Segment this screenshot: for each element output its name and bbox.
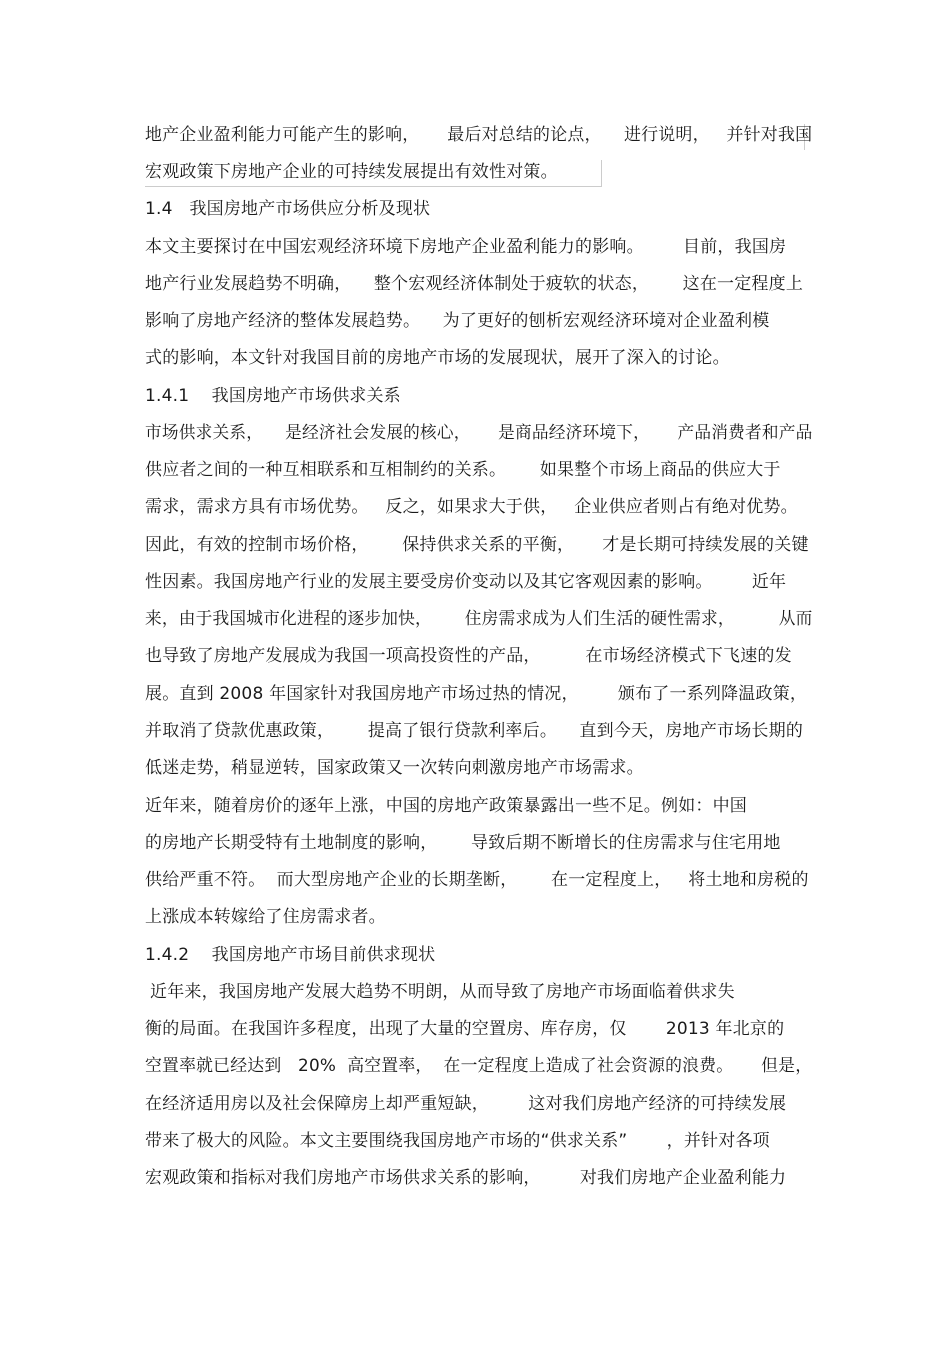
text-line-20: 的房地产长期受特有土地制度的影响， 导致后期不断增长的住房需求与住宅用地: [145, 833, 781, 853]
section-heading-1-4: 1.4 我国房地产市场供应分析及现状: [145, 199, 431, 219]
text-line-29: 宏观政策和指标对我们房地产市场供求关系的影响， 对我们房地产企业盈利能力: [145, 1168, 787, 1188]
text-line-7: 式的影响，本文针对我国目前的房地产市场的发展现状，展开了深入的讨论。: [145, 348, 730, 368]
text-line-4: 本文主要探讨在中国宏观经济环境下房地产企业盈利能力的影响。 目前，我国房: [145, 237, 787, 257]
section-heading-1-4-1: 1.4.1 我国房地产市场供求关系: [145, 386, 401, 406]
text-line-5: 地产行业发展趋势不明确， 整个宏观经济体制处于疲软的状态， 这在一定程度上: [145, 274, 804, 294]
text-line-17: 并取消了贷款优惠政策， 提高了银行贷款利率后。 直到今天，房地产市场长期的: [145, 721, 804, 741]
table-border-bottom: [145, 186, 602, 187]
section-heading-1-4-2: 1.4.2 我国房地产市场目前供求现状: [145, 945, 436, 965]
text-line-28: 带来了极大的风险。本文主要围绕我国房地产市场的“供求关系” ，并针对各项: [145, 1131, 770, 1151]
text-line-27: 在经济适用房以及社会保障房上却严重短缺， 这对我们房地产经济的可持续发展: [145, 1094, 787, 1114]
text-line-24: 近年来，我国房地产发展大趋势不明朗，从而导致了房地产市场面临着供求失: [150, 982, 735, 1002]
text-line-2: 宏观政策下房地产企业的可持续发展提出有效性对策。: [145, 162, 558, 182]
text-line-9: 市场供求关系， 是经济社会发展的核心， 是商品经济环境下， 产品消费者和产品: [145, 423, 813, 443]
text-line-15: 也导致了房地产发展成为我国一项高投资性的产品， 在市场经济模式下飞速的发: [145, 646, 792, 666]
text-line-14: 来，由于我国城市化进程的逐步加快， 住房需求成为人们生活的硬性需求， 从而: [145, 609, 813, 629]
text-line-21: 供给严重不符。 而大型房地产企业的长期垄断， 在一定程度上， 将土地和房税的: [145, 870, 809, 890]
text-line-19: 近年来，随着房价的逐年上涨，中国的房地产政策暴露出一些不足。例如：中国: [145, 796, 747, 816]
text-line-16: 展。直到 2008 年国家针对我国房地产市场过热的情况， 颁布了一系列降温政策，: [145, 684, 808, 704]
text-line-18: 低迷走势，稍显逆转，国家政策又一次转向刺激房地产市场需求。: [145, 758, 644, 778]
text-line-13: 性因素。我国房地产行业的发展主要受房价变动以及其它客观因素的影响。 近年: [145, 572, 787, 592]
text-line-1: 地产企业盈利能力可能产生的影响， 最后对总结的论点， 进行说明， 并针对我国: [145, 125, 813, 145]
text-line-22: 上涨成本转嫁给了住房需求者。: [145, 907, 386, 927]
text-line-25: 衡的局面。在我国许多程度，出现了大量的空置房、库存房，仅 2013 年北京的: [145, 1019, 785, 1039]
text-line-10: 供应者之间的一种互相联系和互相制约的关系。 如果整个市场上商品的供应大于: [145, 460, 781, 480]
table-border-right-2: [601, 160, 602, 186]
text-line-26: 空置率就已经达到 20% 高空置率， 在一定程度上造成了社会资源的浪费。 但是，: [145, 1056, 813, 1076]
text-line-11: 需求，需求方具有市场优势。 反之，如果求大于供， 企业供应者则占有绝对优势。: [145, 497, 798, 517]
text-line-12: 因此，有效的控制市场价格， 保持供求关系的平衡， 才是长期可持续发展的关键: [145, 535, 809, 555]
text-line-6: 影响了房地产经济的整体发展趋势。 为了更好的刨析宏观经济环境对企业盈利模: [145, 311, 770, 331]
